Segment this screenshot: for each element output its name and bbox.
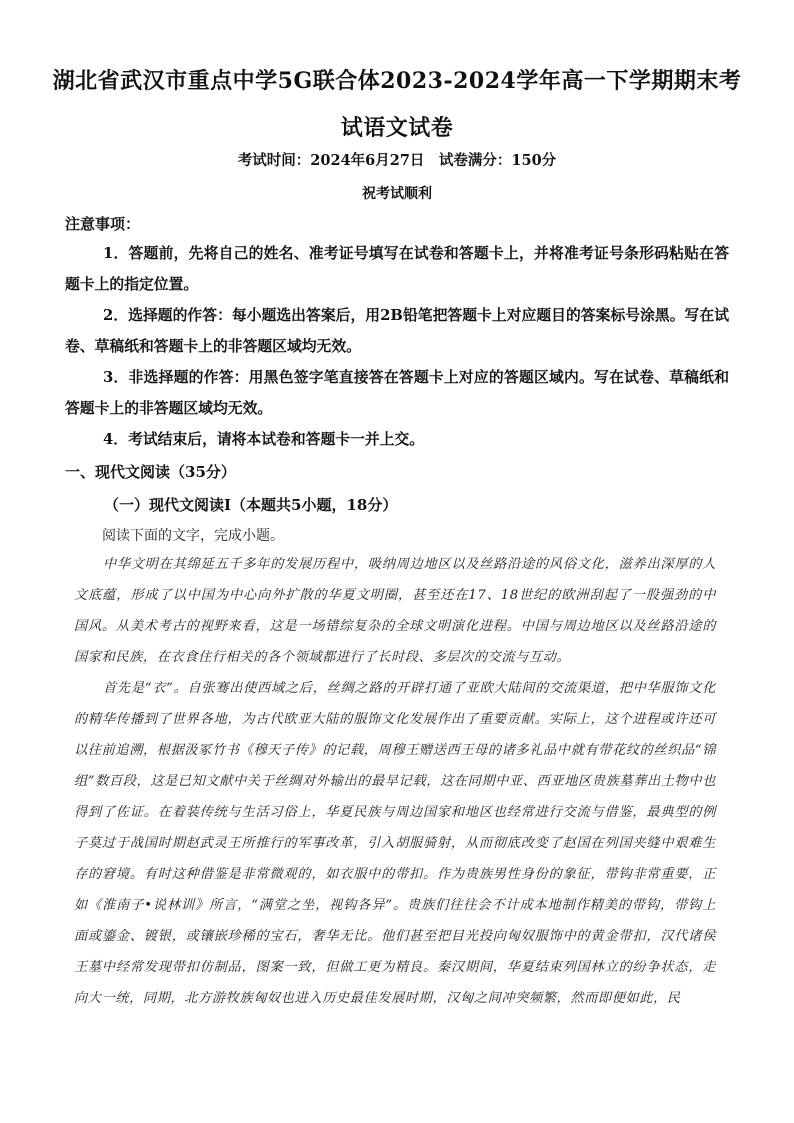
document-title-line1: 湖北省武汉市重点中学5G联合体2023-2024学年高一下学期期末考 <box>52 68 742 94</box>
passage-paragraph-2: 首先是“衣”。自张骞出使西域之后，丝绸之路的开辟打通了亚欧大陆间的交流渠道，把中华服饰文化的精华传播到了世界各地，为古代欧亚大陆的服饰文化发展作出了重要贡献。实际上，这个进程或许还可以往前追溯，根据汲冢竹书《穆天子传》的记载，周穆王赠送西王母的诸多礼品中就有带花纹的丝织品“锦组”数百段，这是已知文献中关于丝绸对外输出的最早记载，这在同期中亚、西亚地区贵族墓葬出土物中也得到了佐证。在着装传统与生活习俗上，华夏民族与周边国家和地区也经常进行交流与借鉴，最典型的例子莫过于战国时期赵武灵王所推行的军事改革，引入胡服骑射，从而彻底改变了赵国在列国夹缝中艰难生存的窘境。有时这种借鉴是非常微观的，如衣服中的带扣。作为贵族男性身份的象征，带钩非常重要，正如《淮南子•说林训》所言，“满堂之坐，视钩各异”。贵族们往往会不计成本地制作精美的带钩，带钩上面或鎏金、镀银，或镶嵌珍稀的宝石，奢华无比。他们甚至把目光投向匈奴服饰中的黄金带扣，汉代诸侯王墓中经常发现带扣仿制品，图案一致，但做工更为精良。秦汉期间，华夏结束列国林立的纷争状态，走向大一统，同期，北方游牧族匈奴也进入历史最佳发展时期，汉匈之间冲突频繁，然而即便如此，民 <box>74 681 716 1006</box>
passage-paragraph-1: 中华文明在其绵延五千多年的发展历程中，吸纳周边地区以及丝路沿途的风俗文化，滋养出深厚的人文底蕴，形成了以中国为中心向外扩散的华夏文明圈，甚至还在17、18世纪的欧洲刮起了一股强劲的中国风。从美术考古的视野来看，这是一场错综复杂的全球文明演化进程。中国与周边地区以及丝路沿途的国家和民族，在衣食住行相关的各个领域都进行了长时段、多层次的交流与互动。 <box>74 557 716 665</box>
note-item-1: 1．答题前，先将自己的姓名、准考证号填写在试卷和答题卡上，并将准考证号条形码粘贴在答题卡上的指定位置。 <box>65 245 729 293</box>
exam-info: 考试时间：2024年6月27日 试卷满分：150分 <box>237 152 557 169</box>
note-item-3: 3．非选择题的作答：用黑色签字笔直接答在答题卡上对应的答题区域内。写在试卷、草稿纸和答题卡上的非答题区域均无效。 <box>65 369 729 417</box>
subsection-title: （一）现代文阅读Ⅰ（本题共5小题，18分） <box>104 496 398 514</box>
section-title: 一、现代文阅读（35分） <box>65 463 236 481</box>
note-item-2: 2．选择题的作答：每小题选出答案后，用2B铅笔把答题卡上对应题目的答案标号涂黑。写在试卷、草稿纸和答题卡上的非答题区域均无效。 <box>65 307 729 355</box>
notes-heading: 注意事项： <box>65 215 141 233</box>
document-title-line2: 试语文试卷 <box>340 115 454 141</box>
good-luck-text: 祝考试顺利 <box>362 186 432 202</box>
reading-instruction: 阅读下面的文字，完成小题。 <box>102 528 284 544</box>
note-item-4: 4．考试结束后，请将本试卷和答题卡一并上交。 <box>103 431 425 448</box>
